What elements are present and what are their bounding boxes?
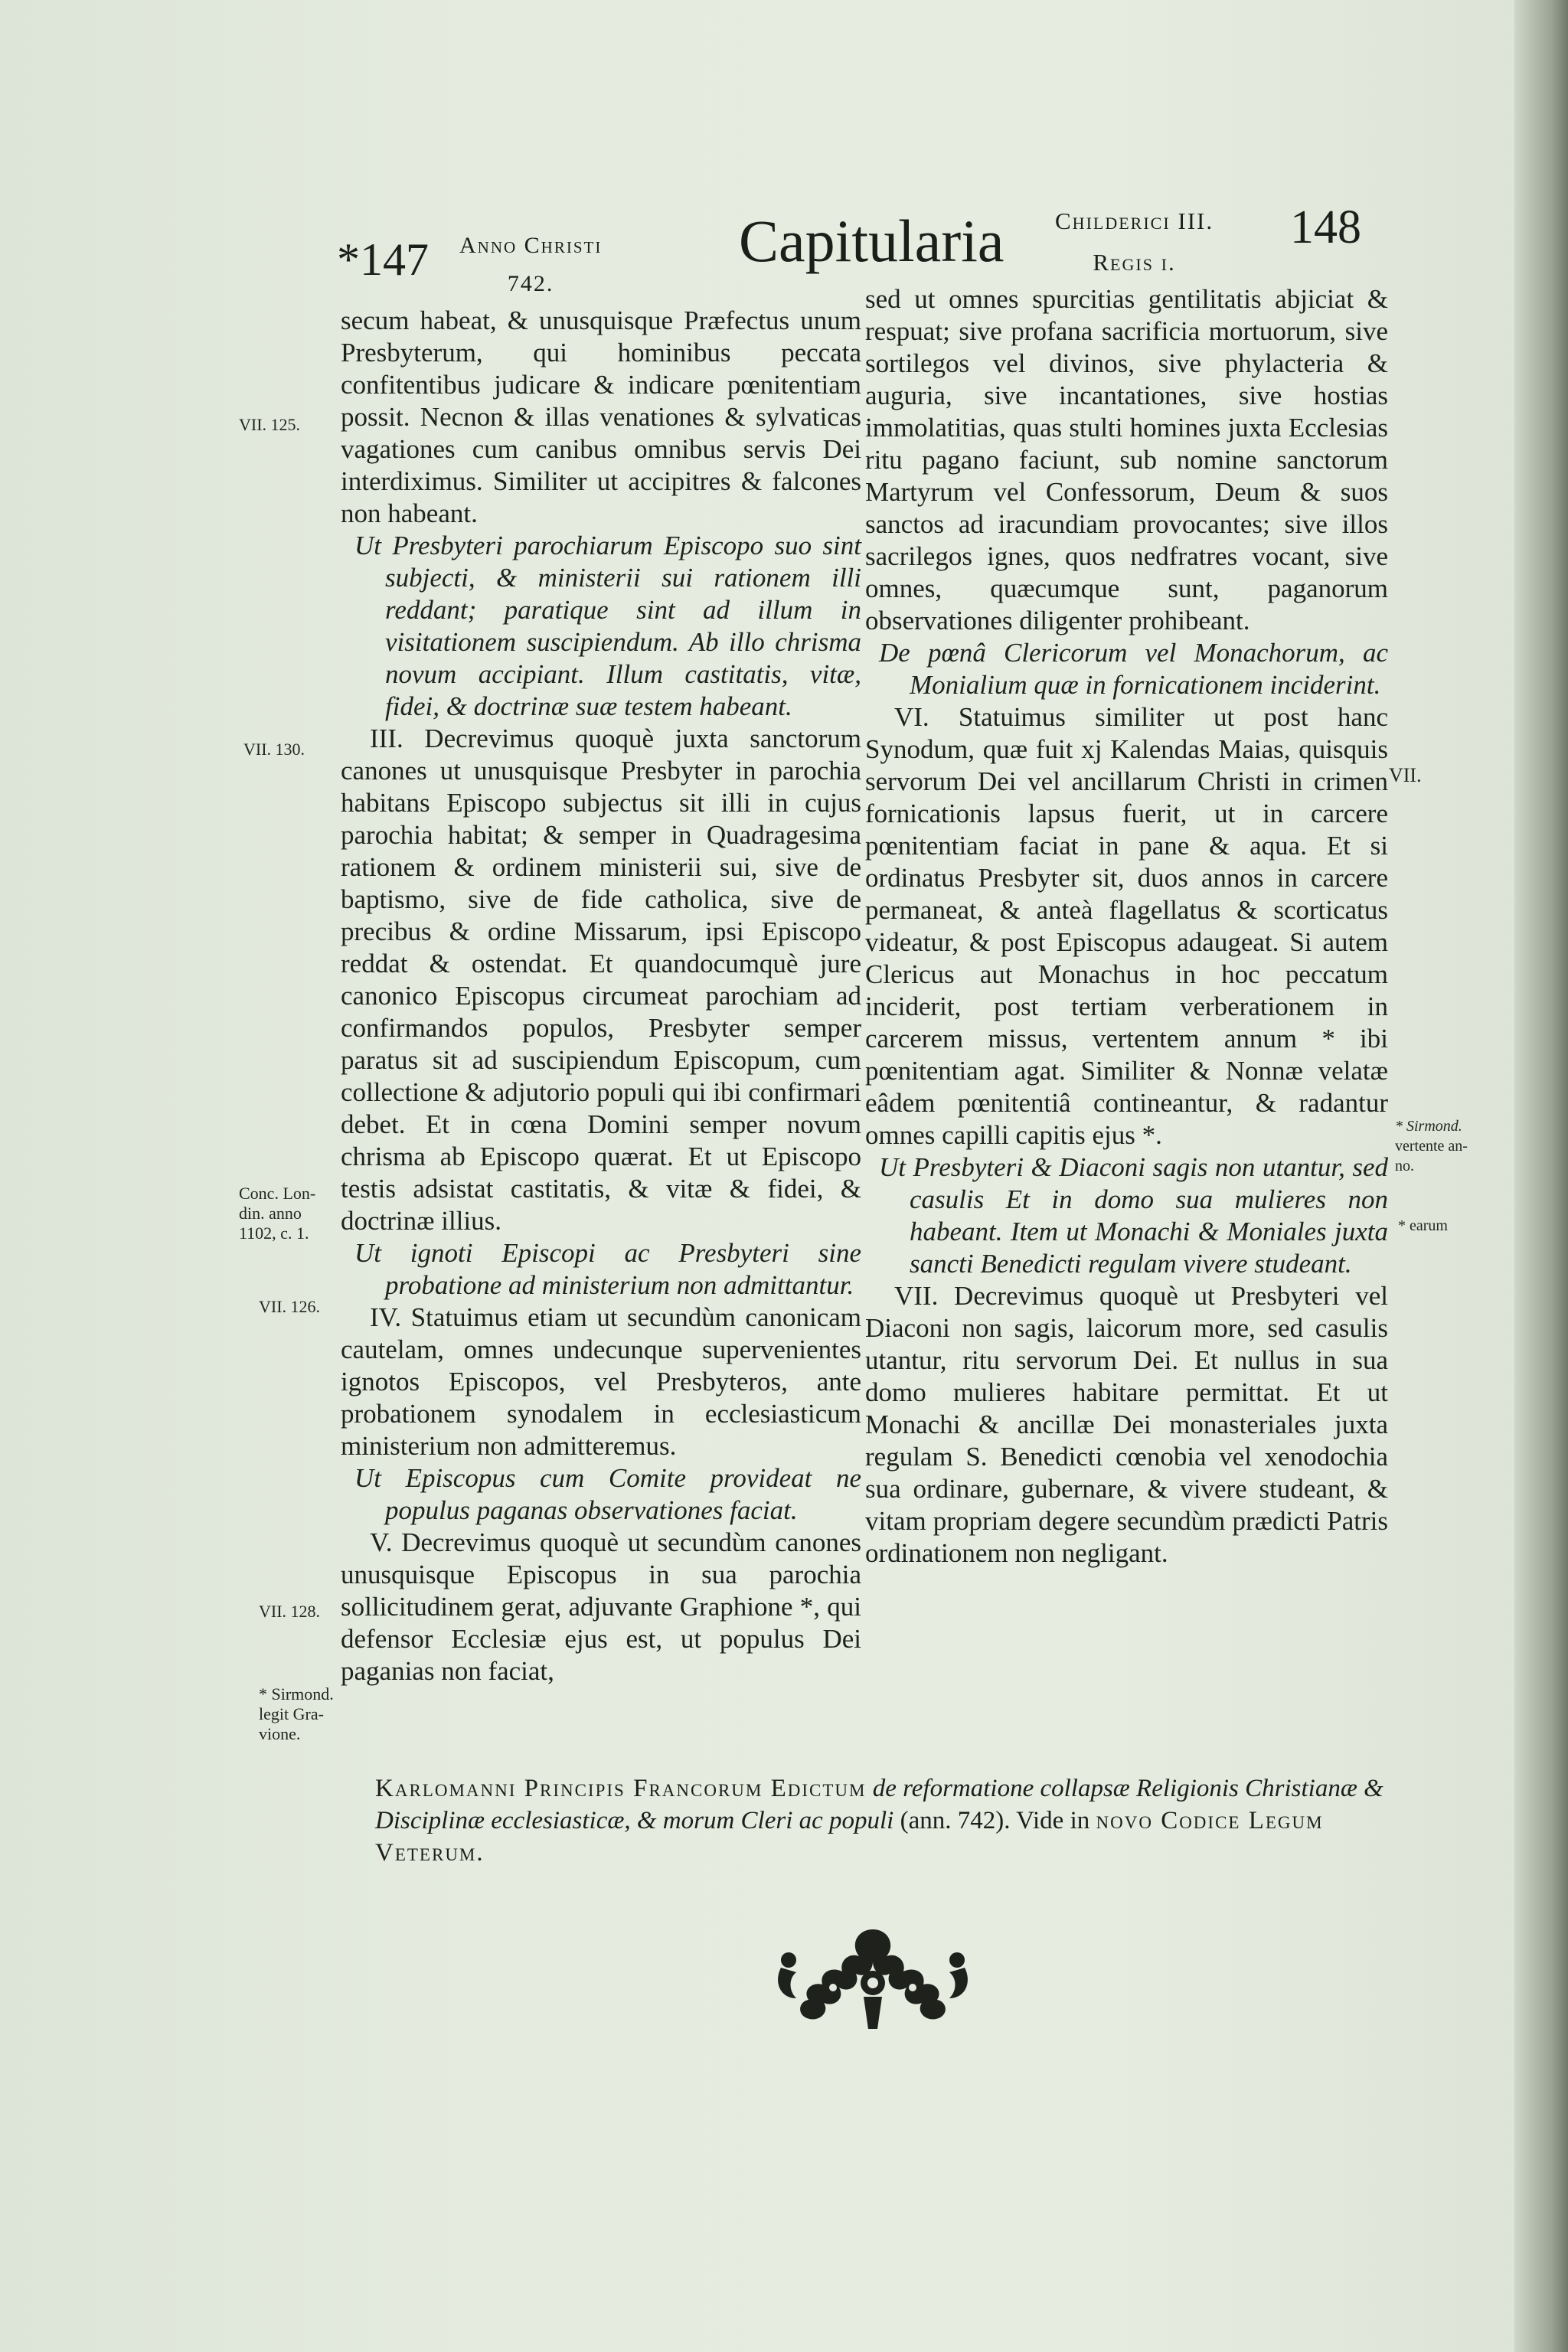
margin-note-left-3-line3: 1102, c. 1. [239, 1223, 309, 1243]
right-rubric-2: Ut Presbyteri & Diaconi sagis non utantur, sed casulis Et in domo sua mulieres non habeant. Item ut Monachi & Moniales juxta sancti Benedicti regulam vivere studeant. [879, 1152, 1388, 1279]
edict-title: Karlomanni Principis Francorum Edictum [375, 1775, 867, 1802]
margin-note-left-6-line2: legit Gra- [259, 1704, 324, 1723]
margin-note-left-4: VII. 126. [259, 1297, 321, 1316]
margin-note-left-2: VII. 130. [243, 740, 305, 759]
left-page-number: *147 [337, 234, 429, 285]
margin-note-left-3-line2: din. anno [239, 1204, 302, 1223]
right-paragraph-1: sed ut omnes spurcitias gentilitatis abjiciat & respuat; sive profana sacrificia mortuorum, sive sortilegos vel divinos, sive phylacteria & auguria, sive incantationes, sive hostias immolatitias, quas stulti homines juxta Ecclesias ritu pagano faciunt, sub nomine sanctorum Martyrum vel Confessorum, Deum & suos sanctos ad iracundiam provocantes; sive illos sacrilegos ignes, quos nedfratres vocant, sive omnes, quæcumque sunt, paganorum observationes diligenter prohibeant. [865, 284, 1388, 635]
page-title: Capitularia [739, 207, 1004, 274]
edict-notice [375, 1772, 1432, 1869]
right-paragraph-2: VI. Statuimus similiter ut post hanc Synodum, quæ fuit xj Kalendas Maias, quisquis servorum Dei vel ancillarum Christi in crimen fornicationis lapsus fuerit, ut in carcere pœnitentiam faciat in pane & aqua. Et si ordinatus Presbyter sit, duos annos in carcere permaneat, & anteà flagellatus & scorticatus videatur, & post Episcopus adaugeat. Si autem Clericus aut Monachus in hoc peccatum inciderit, post tertiam verberationem in carcerem missus, vertentem annum * ibi pœnitentiam agat. Similiter & Nonnæ velatæ eâdem pœnitentiâ contineantur, & radantur omnes capilli capitis ejus *. [865, 702, 1388, 1150]
left-paragraph-2: III. Decrevimus quoquè juxta sanctorum canones ut unusquisque Presbyter in parochia habitans Episcopo subjectus sit illi in cujus parochia habitat; & semper in Quadragesima rationem & ordinem ministerii sui, sive de baptismo, sive de fide catholica, sive de precibus & ordine Missarum, ipsi Episcopo reddat & ostendat. Et quandocumquè jure canonico Episcopus circumeat parochiam ad confirmandos populos, Presbyter semper paratus sit ad suscipiendum Episcopum, cum collectione & adjutorio populi qui ibi confirmari debet. Et in cœna Domini semper novum chrisma ab Episcopo quærat. Et ut Episcopo testis adsistat castitatis, & vitæ & fidei, & doctrinæ illius. [341, 724, 861, 1236]
margin-note-right-2-line2: vertente an- [1395, 1138, 1468, 1155]
margin-note-left-6 [259, 1684, 334, 1744]
left-column [341, 305, 861, 1687]
margin-note-left-3 [239, 1184, 315, 1243]
tailpiece-ornament [766, 1914, 980, 2037]
margin-note-right-1: VII. [1389, 764, 1422, 786]
margin-note-left-1: VII. 125. [239, 415, 301, 434]
left-rubric-3: Ut Episcopus cum Comite provideat ne populus paganas observationes faciat. [354, 1463, 861, 1525]
edict-year: (ann. 742). [900, 1807, 1011, 1834]
running-head-regis [1055, 201, 1214, 283]
anno-line: Anno Christi [459, 233, 603, 258]
regis-line2: Regis i. [1093, 249, 1176, 276]
left-rubric-1: Ut Presbyteri parochiarum Episcopo suo sint subjecti, & ministerii sui rationem illi reddant; paratique sint ad illum in visitationem suscipiendum. Ab illo chrisma novum accipiant. Illum castitatis, vitæ, fidei, & doctrinæ suæ testem habeant. [354, 531, 861, 721]
margin-note-left-5: VII. 128. [259, 1602, 321, 1621]
left-paragraph-4: V. Decrevimus quoquè ut secundùm canones unusquisque Episcopus in sua parochia sollicitudinem gerat, adjuvante Graphione *, qui defensor Ecclesiæ ejus est, ut populus Dei paganias non faciat, [341, 1527, 861, 1686]
edict-vide: Vide in [1016, 1807, 1090, 1834]
edict-subject: de reformatione collapsæ Religionis Christianæ & Disciplinæ ecclesiasticæ, & morum Cleri ac populi [375, 1775, 1383, 1834]
running-head-anno [459, 227, 602, 303]
margin-note-right-2-line3: no. [1395, 1158, 1414, 1174]
left-paragraph-1: secum habeat, & unusquisque Præfectus unum Presbyterum, qui hominibus peccata confitentibus judicare & indicare pœnitentiam possit. Necnon & illas venationes & sylvaticas vagationes cum canibus omnibus servis Dei interdiximus. Similiter ut accipitres & falcones non habeant. [341, 305, 861, 528]
anno-year: 742. [507, 271, 554, 296]
left-paragraph-3: IV. Statuimus etiam ut secundùm canonicam cautelam, omnes undecunque supervenientes ignotos Episcopos, vel Presbyteros, ante probationem synodalem in ecclesiasticum ministerium non admitteremus. [341, 1302, 861, 1461]
margin-note-right-3: * earum [1398, 1217, 1448, 1234]
right-rubric-1: De pœnâ Clericorum vel Monachorum, ac Monialium quæ in fornicationem inciderint. [879, 638, 1388, 700]
regis-line1: Childerici III. [1055, 207, 1214, 234]
margin-note-left-3-line1: Conc. Lon- [239, 1184, 316, 1203]
margin-note-left-6-line3: vione. [259, 1724, 301, 1743]
right-column [865, 283, 1388, 1570]
right-paragraph-3: VII. Decrevimus quoquè ut Presbyteri vel Diaconi non sagis, laicorum more, sed casulis utantur, ritu servorum Dei. Et nullus in sua domo mulieres habitare permittat. Et ut Monachi & ancillæ Dei monasteriales juxta regulam S. Benedicti cœnobia vel xenodochia sua ordinare, gubernare, & vivere studeant, & vitam propriam degere secundùm prædicti Patris ordinationem non negligant. [865, 1281, 1388, 1568]
edict-reference: novo Codice Legum Veterum. [375, 1807, 1324, 1867]
margin-note-right-2 [1395, 1116, 1468, 1176]
margin-note-right-2-line1: * Sirmond. [1395, 1118, 1462, 1135]
book-spine [1514, 0, 1568, 2352]
left-rubric-2: Ut ignoti Episcopi ac Presbyteri sine probatione ad ministerium non admittantur. [354, 1238, 861, 1300]
margin-note-left-6-line1: * Sirmond. [259, 1684, 334, 1704]
right-page-number: 148 [1290, 201, 1361, 253]
